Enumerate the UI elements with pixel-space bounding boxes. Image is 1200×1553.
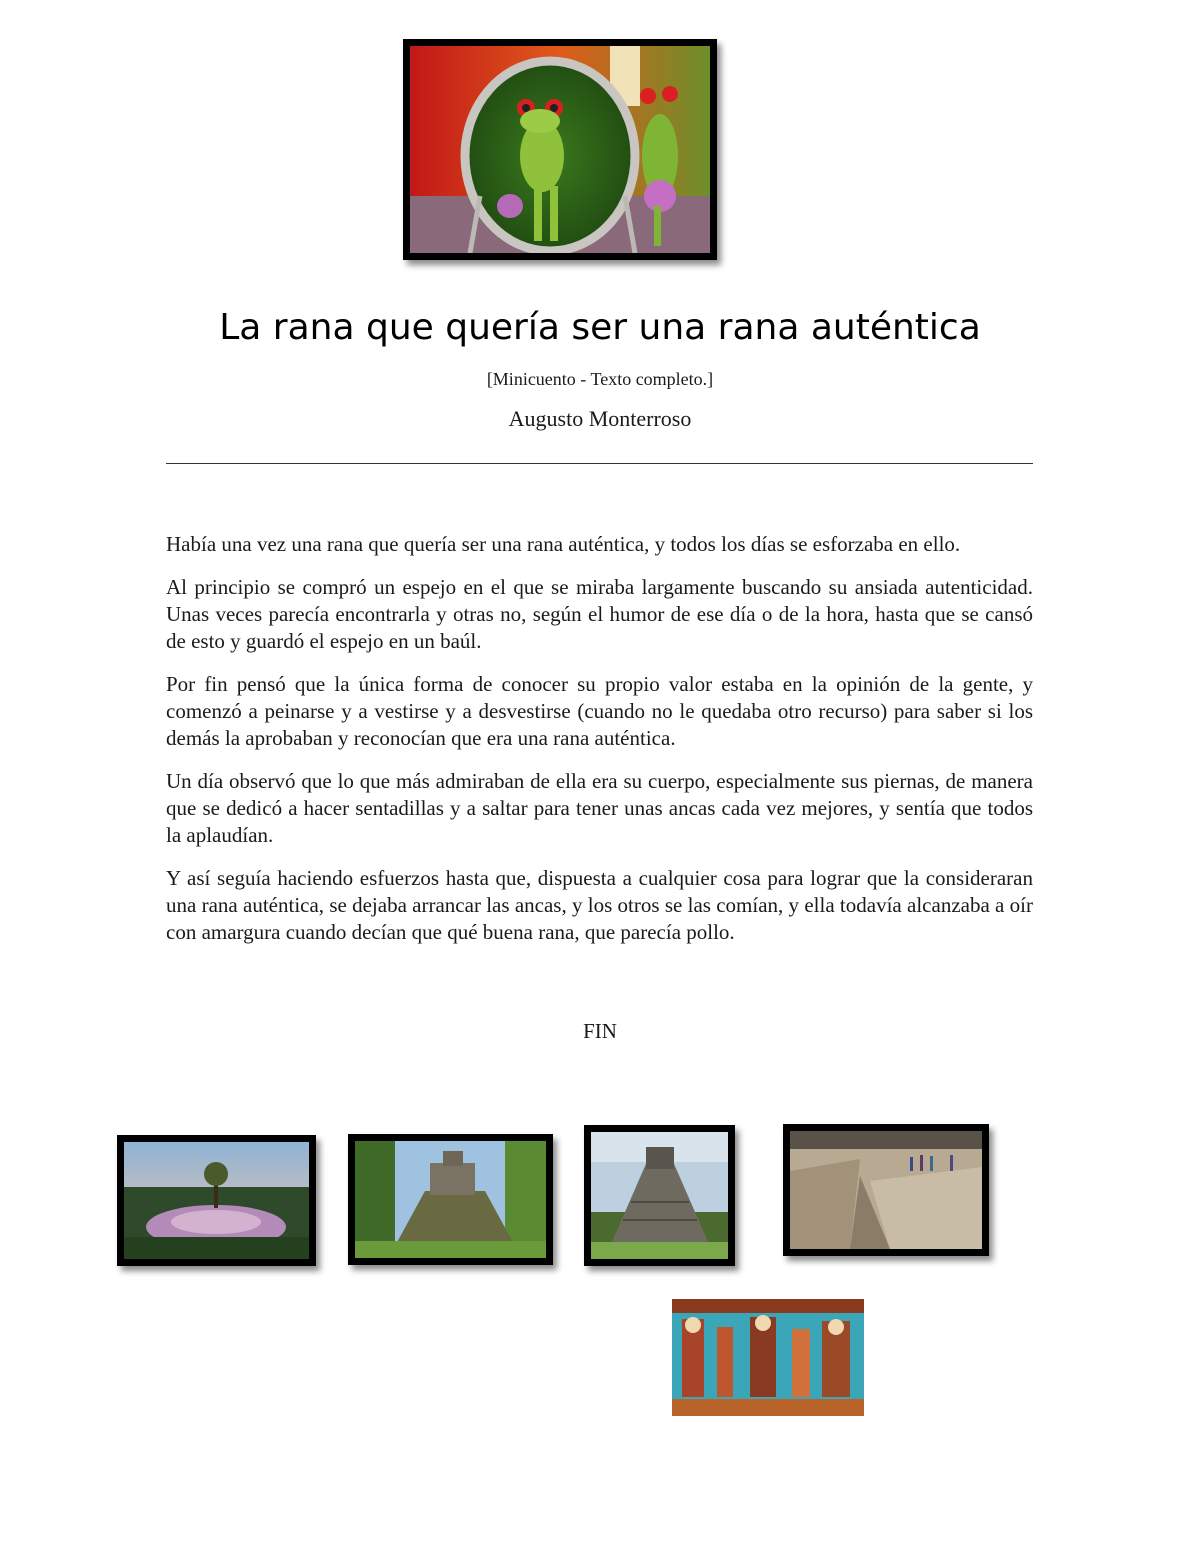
paragraph: Al principio se compró un espejo en el que se miraba largamente buscando su ansiada autenticidad. Unas veces parecía encontrarla y otras no, según el humor de ese día o de la hora, hasta que se cansó de esto y guardó el espejo en un baúl.: [166, 575, 1033, 653]
subtitle: [Minicuento - Texto completo.]: [486, 369, 714, 389]
paragraph: Y así seguía haciendo esfuerzos hasta que, dispuesta a cualquier cosa para lograr que la consideraran una rana auténtica, se dejaba arrancar las ancas, y los otros se las comían, y ella todavía alcanzaba a oír con amargura cuando decían que qué buena rana, que parecía pollo.: [166, 866, 1033, 944]
frog-mirror-photo: [403, 39, 717, 260]
excavation-photo: [783, 1124, 989, 1256]
jungle-sunset-photo: [117, 1135, 316, 1266]
author-name: Augusto Monterroso: [508, 406, 692, 431]
ending-text: FIN: [583, 1019, 617, 1043]
ruins-temple-photo: [348, 1134, 553, 1265]
paragraph: Había una vez una rana que quería ser una rana auténtica, y todos los días se esforzaba en ello.: [166, 532, 961, 556]
pyramid-photo: [584, 1125, 735, 1266]
story-body: [166, 531, 1033, 962]
mural-photo: [672, 1299, 864, 1416]
paragraph: Un día observó que lo que más admiraban de ella era su cuerpo, especialmente sus piernas, de manera que se dedicó a hacer sentadillas y a saltar para tener unas ancas cada vez mejores, y sentía que todos la aplaudían.: [166, 769, 1033, 847]
divider: [166, 463, 1033, 464]
paragraph: Por fin pensó que la única forma de conocer su propio valor estaba en la opinión de la gente, y comenzó a peinarse y a vestirse y a desvestirse (cuando no le quedaba otro recurso) para saber si los demás la aprobaban y reconocían que era una rana auténtica.: [166, 672, 1033, 750]
page-title: La rana que quería ser una rana auténtica: [219, 307, 981, 348]
